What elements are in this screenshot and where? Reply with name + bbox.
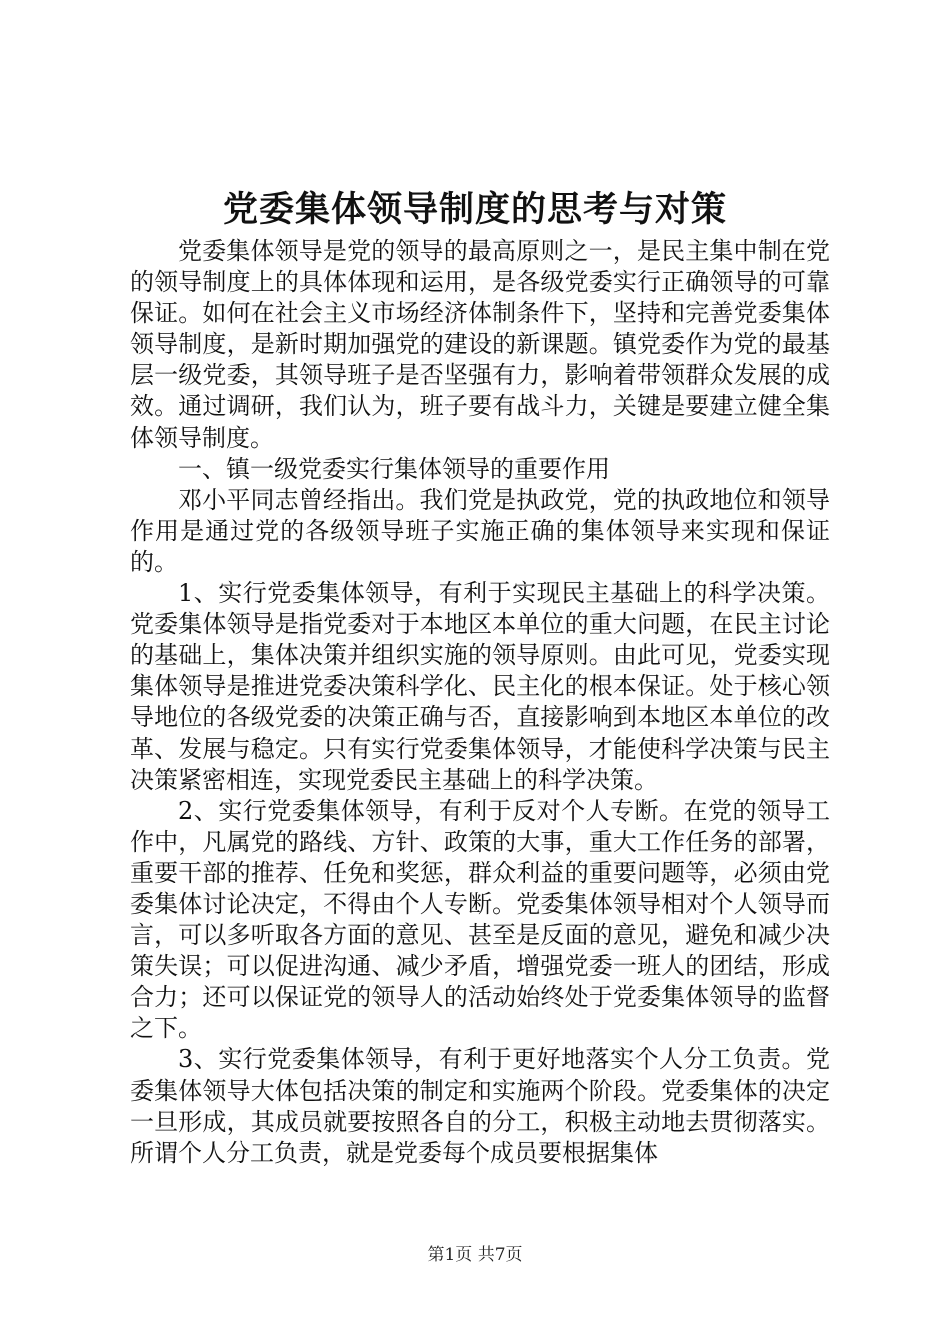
paragraph-point-1: 1、实行党委集体领导，有利于实现民主基础上的科学决策。党委集体领导是指党委对于本地区本单位的重大问题，在民主讨论的基础上，集体决策并组织实施的领导原则。由此可见，党委实现集体领导是推进党委决策科学化、民主化的根本保证。处于核心领导地位的各级党委的决策正确与否，直接影响到本地区本单位的改革、发展与稳定。只有实行党委集体领导，才能使科学决策与民主决策紧密相连，实现党委民主基础上的科学决策。 <box>130 579 830 794</box>
page-number-footer: 第1页 共7页 <box>427 1245 523 1265</box>
document-body <box>130 236 830 1169</box>
document-title: 党委集体领导制度的思考与对策 <box>222 189 727 230</box>
paragraph-intro: 党委集体领导是党的领导的最高原则之一，是民主集中制在党的领导制度上的具体体现和运用，是各级党委实行正确领导的可靠保证。如何在社会主义市场经济体制条件下，坚持和完善党委集体领导制度，是新时期加强党的建设的新课题。镇党委作为党的最基层一级党委，其领导班子是否坚强有力，影响着带领群众发展的成效。通过调研，我们认为，班子要有战斗力，关键是要建立健全集体领导制度。 <box>130 237 830 452</box>
section-heading-1: 一、镇一级党委实行集体领导的重要作用 <box>178 454 610 483</box>
paragraph-point-2: 2、实行党委集体领导，有利于反对个人专断。在党的领导工作中，凡属党的路线、方针、政策的大事，重大工作任务的部署，重要干部的推荐、任免和奖惩，群众利益的重要问题等，必须由党委集体讨论决定，不得由个人专断。党委集体领导相对个人领导而言，可以多听取各方面的意见、甚至是反面的意见，避免和减少决策失误；可以促进沟通、减少矛盾，增强党委一班人的团结，形成合力；还可以保证党的领导人的活动始终处于党委集体领导的监督之下。 <box>130 796 830 1043</box>
paragraph-deng-quote: 邓小平同志曾经指出。我们党是执政党，党的执政地位和领导作用是通过党的各级领导班子实施正确的集体领导来实现和保证的。 <box>130 485 830 576</box>
paragraph-point-3: 3、实行党委集体领导，有利于更好地落实个人分工负责。党委集体领导大体包括决策的制定和实施两个阶段。党委集体的决定一旦形成，其成员就要按照各自的分工，积极主动地去贯彻落实。所谓个人分工负责，就是党委每个成员要根据集体 <box>130 1045 830 1167</box>
